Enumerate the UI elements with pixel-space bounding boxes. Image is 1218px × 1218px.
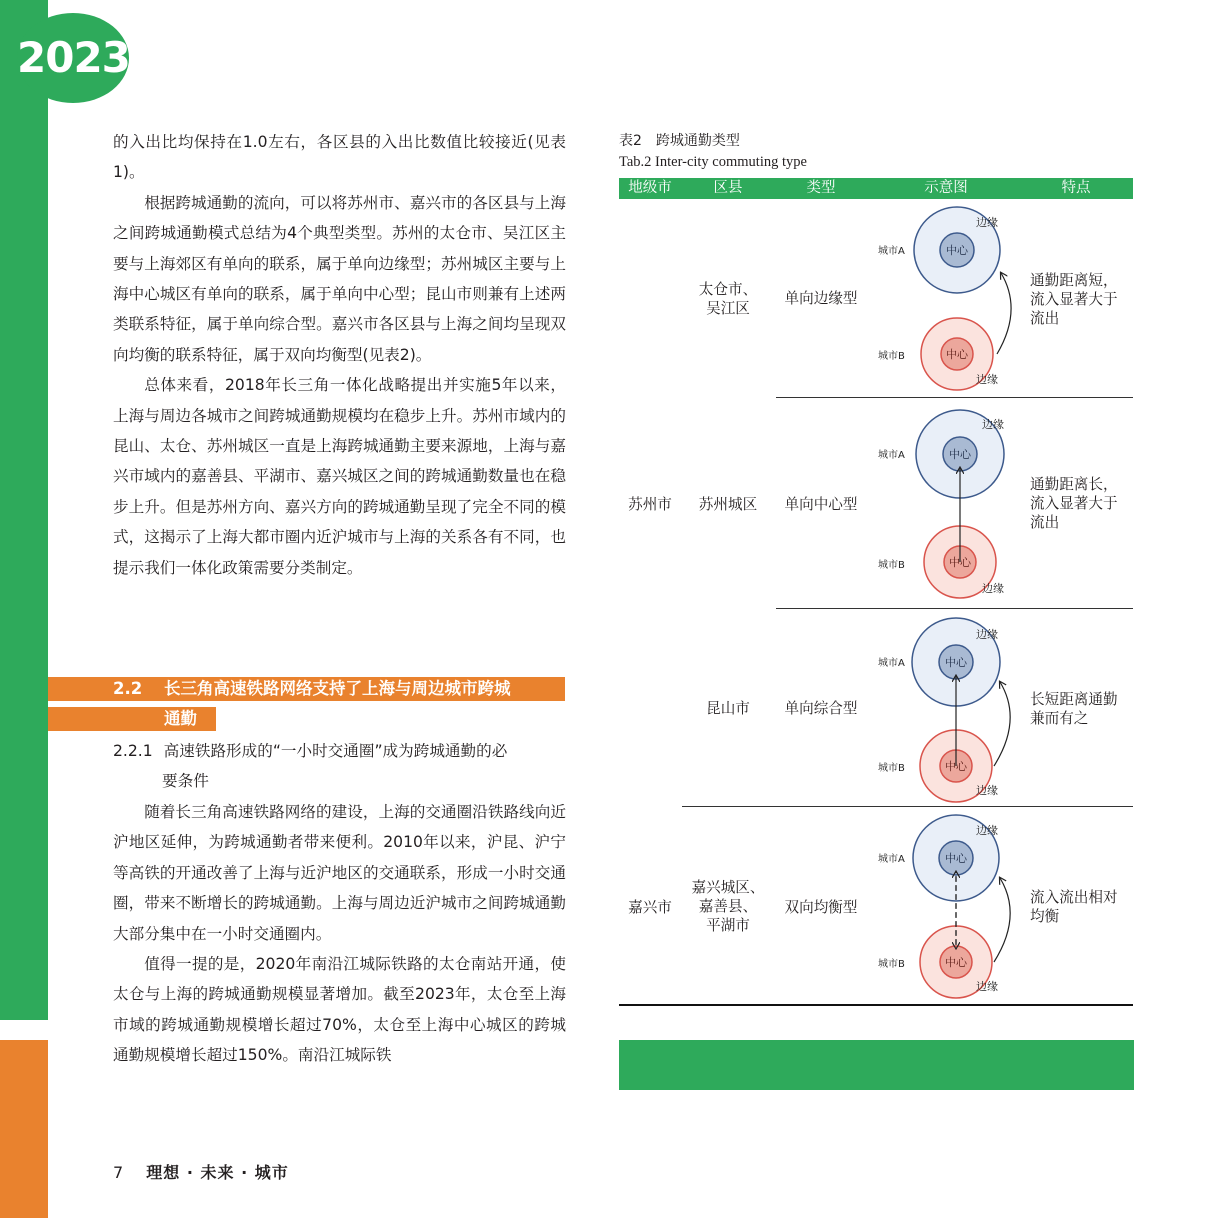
- center-label: 中心: [945, 760, 967, 773]
- paragraph-2: 根据跨城通勤的流向，可以将苏州市、嘉兴市的各区县与上海之间跨城通勤模式总结为4个典型类型。苏州的太仓市、吴江区主要与上海郊区有单向的联系，属于单向边缘型；苏州城区主要与上海中心城区有单向的联系，属于单向中心型；昆山市则兼有上述两类联系特征，属于单向综合型。嘉兴市各区县与上海之间均呈现双向均衡的联系特征，属于双向均衡型(见表2)。: [113, 193, 566, 364]
- city-a-label: 城市A: [878, 854, 905, 865]
- city-b-label: 城市B: [878, 351, 905, 362]
- paragraph-5: 值得一提的是，2020年南沿江城际铁路的太仓南站开通，使太仓与上海的跨城通勤规模显著增加。截至2023年，太仓至上海市域的跨城通勤规模增长超过70%，太仓至上海中心城区的跨城通勤规模增长超过150%。南沿江城际铁: [113, 955, 566, 1065]
- table-caption-cn: 表2 跨城通勤类型: [619, 133, 740, 149]
- feature-cell: 通勤距离短， 流入显著大于 流出: [1030, 272, 1118, 327]
- center-label: 中心: [946, 244, 968, 257]
- flow-arrow: [997, 273, 1011, 354]
- paragraph-1: 的入出比均保持在1.0左右，各区县的入出比数值比较接近(见表1)。: [113, 133, 566, 182]
- center-label: 中心: [945, 656, 967, 669]
- diagram-one-way-center: [878, 410, 1004, 598]
- section-title-line-1: 长三角高速铁路网络支持了上海与周边城市跨城: [164, 679, 511, 698]
- year-badge: 2023: [17, 13, 129, 103]
- edge-label: 边缘: [976, 373, 998, 386]
- district-cell: 苏州城区: [698, 496, 758, 513]
- body-text-block-2: [113, 797, 566, 1071]
- edge-label: 边缘: [982, 418, 1004, 431]
- city-cell-suzhou: 苏州市: [628, 496, 672, 513]
- edge-label: 边缘: [976, 980, 998, 993]
- header-type: 类型: [806, 180, 836, 196]
- city-cell-jiaxing: 嘉兴市: [628, 899, 672, 916]
- feature-cell: 流入流出相对 均衡: [1030, 889, 1118, 925]
- feature-cell: 长短距离通勤 兼而有之: [1030, 691, 1118, 727]
- center-label: 中心: [945, 956, 967, 969]
- table-caption-en: Tab.2 Inter-city commuting type: [619, 154, 807, 170]
- paragraph-4: 随着长三角高速铁路网络的建设，上海的交通圈沿铁路线向近沪地区延伸，为跨城通勤者带来便利。2010年以来，沪昆、沪宁等高铁的开通改善了上海与近沪地区的交通联系，形成一小时交通圈，带来不断增长的跨城通勤。上海与周边近沪城市之间跨城通勤大部分集中在一小时交通圈内。: [113, 803, 566, 943]
- district-cell: 昆山市: [706, 700, 750, 717]
- type-cell: 双向均衡型: [784, 899, 858, 916]
- subsection-title-line-1: 高速铁路形成的“一小时交通圈”成为跨城通勤的必: [163, 742, 508, 760]
- subsection-number: 2.2.1: [113, 742, 153, 760]
- header-district: 区县: [713, 180, 743, 196]
- table-bottom-rule: [619, 1004, 1133, 1006]
- edge-label: 边缘: [982, 582, 1004, 595]
- district-cell: 嘉兴城区、 嘉善县、 平湖市: [691, 879, 765, 934]
- feature-cell: 通勤距离长， 流入显著大于 流出: [1030, 476, 1118, 531]
- flow-arrow: [994, 682, 1010, 766]
- diagram-one-way-combined: [878, 618, 1010, 802]
- magazine-name: 理想 · 未来 · 城市: [146, 1163, 289, 1182]
- page-number: 7: [113, 1163, 124, 1182]
- center-label: 中心: [949, 556, 971, 569]
- center-label: 中心: [949, 448, 971, 461]
- header-city: 地级市: [628, 180, 672, 196]
- left-orange-bar: [0, 1040, 48, 1218]
- green-decorative-box: [619, 1040, 1134, 1090]
- header-diagram: 示意图: [924, 180, 968, 196]
- city-b-label: 城市B: [878, 560, 905, 571]
- center-label: 中心: [946, 348, 968, 361]
- table-header: [619, 178, 1133, 199]
- flow-arrow: [994, 878, 1010, 962]
- page-footer: [113, 1160, 289, 1186]
- diagram-two-way-balanced: [878, 815, 1010, 998]
- section-title-line-2: 通勤: [164, 709, 197, 728]
- city-a-label: 城市A: [878, 658, 905, 669]
- subsection-title-line-2: 要条件: [162, 772, 209, 790]
- left-green-bar: [0, 0, 48, 1020]
- type-cell: 单向中心型: [784, 496, 858, 513]
- center-label: 中心: [945, 852, 967, 865]
- city-a-label: 城市A: [878, 450, 905, 461]
- paragraph-3: 总体来看，2018年长三角一体化战略提出并实施5年以来，上海与周边各城市之间跨城通勤规模均在稳步上升。苏州市域内的昆山、太仓、苏州城区一直是上海跨城通勤主要来源地，上海与嘉兴市域内的嘉善县、平湖市、嘉兴城区之间的跨城通勤数量也在稳步上升。但是苏州方向、嘉兴方向的跨城通勤呈现了完全不同的模式，这揭示了上海大都市圈内近沪城市与上海的关系各有不同，也提示我们一体化政策需要分类制定。: [113, 376, 566, 577]
- edge-label: 边缘: [976, 784, 998, 797]
- header-features: 特点: [1061, 180, 1091, 196]
- type-cell: 单向综合型: [784, 700, 858, 717]
- subsection-heading: [113, 736, 566, 766]
- city-a-label: 城市A: [878, 246, 905, 257]
- city-b-label: 城市B: [878, 959, 905, 970]
- edge-label: 边缘: [976, 824, 998, 837]
- edge-label: 边缘: [976, 628, 998, 641]
- city-b-label: 城市B: [878, 763, 905, 774]
- edge-label: 边缘: [976, 216, 998, 229]
- district-cell: 太仓市、 吴江区: [698, 281, 758, 317]
- commuting-diagrams: [860, 200, 1030, 1000]
- section-number: 2.2: [113, 679, 143, 698]
- diagram-one-way-edge: [878, 207, 1011, 390]
- body-text-block-1: [113, 127, 566, 583]
- type-cell: 单向边缘型: [784, 290, 858, 307]
